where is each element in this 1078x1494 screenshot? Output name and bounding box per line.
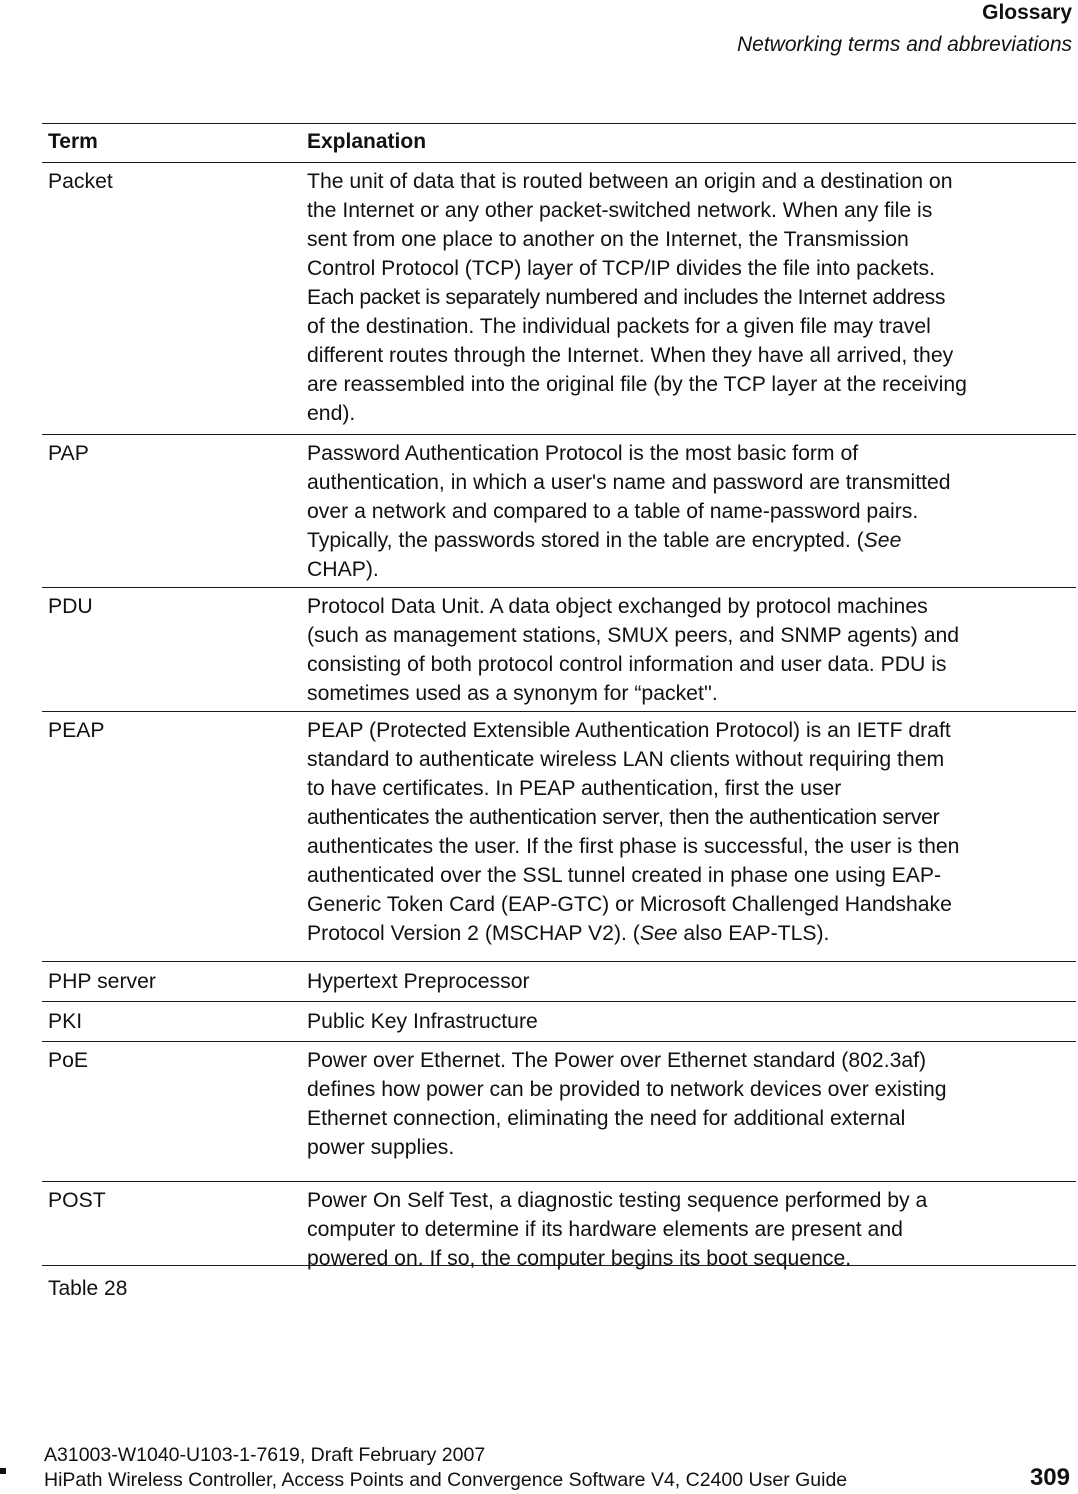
explanation-line: to have certificates. In PEAP authentication, first the user bbox=[307, 777, 842, 800]
term-cell: POST bbox=[48, 1189, 106, 1212]
table-header-row bbox=[42, 123, 1076, 163]
term-cell: PHP server bbox=[48, 970, 156, 993]
explanation-cell bbox=[307, 588, 1076, 711]
column-header-term: Term bbox=[48, 130, 98, 153]
explanation-line: authentication, in which a user's name and password are transmitted bbox=[307, 471, 951, 494]
explanation-text: Typically, the passwords stored in the table are encrypted. ( bbox=[307, 529, 864, 552]
explanation-line: Each packet is separately numbered and includes the Internet address bbox=[307, 286, 946, 309]
term-cell: PDU bbox=[48, 595, 93, 618]
page-edge-marker bbox=[0, 1468, 6, 1474]
explanation-line bbox=[307, 526, 1068, 555]
explanation-line: CHAP). bbox=[307, 558, 379, 581]
explanation-line: end). bbox=[307, 402, 356, 425]
see-reference: See bbox=[863, 529, 902, 552]
explanation-cell bbox=[307, 1042, 1076, 1181]
table-row bbox=[42, 588, 1076, 712]
glossary-table bbox=[42, 123, 1076, 1270]
explanation-line: sent from one place to another on the Internet, the Transmission bbox=[307, 228, 909, 251]
explanation-line: Hypertext Preprocessor bbox=[307, 970, 530, 993]
explanation-line: The unit of data that is routed between an origin and a destination on bbox=[307, 170, 953, 193]
term-cell: PEAP bbox=[48, 719, 105, 742]
running-header-title: Glossary bbox=[982, 1, 1072, 24]
explanation-line: powered on. If so, the computer begins its boot sequence. bbox=[307, 1247, 852, 1270]
explanation-line: Public Key Infrastructure bbox=[307, 1010, 538, 1033]
explanation-line: are reassembled into the original file (by the TCP layer at the receiving bbox=[307, 373, 967, 396]
explanation-line: different routes through the Internet. When they have all arrived, they bbox=[307, 344, 954, 367]
table-row bbox=[42, 163, 1076, 435]
explanation-line: of the destination. The individual packets for a given file may travel bbox=[307, 315, 931, 338]
table-row bbox=[42, 1002, 1076, 1042]
explanation-line: authenticated over the SSL tunnel created in phase one using EAP- bbox=[307, 864, 942, 887]
explanation-line: over a network and compared to a table of name-password pairs. bbox=[307, 500, 919, 523]
page-number: 309 bbox=[1029, 1464, 1070, 1491]
explanation-line: standard to authenticate wireless LAN clients without requiring them bbox=[307, 748, 945, 771]
explanation-line: Control Protocol (TCP) layer of TCP/IP divides the file into packets. bbox=[307, 257, 936, 280]
explanation-line: Generic Token Card (EAP-GTC) or Microsoft Challenged Handshake bbox=[307, 893, 952, 916]
explanation-line: (such as management stations, SMUX peers, and SNMP agents) and bbox=[307, 624, 960, 647]
explanation-line: consisting of both protocol control information and user data. PDU is bbox=[307, 653, 947, 676]
see-reference: See bbox=[639, 922, 678, 945]
footer-doc-id: A31003-W1040-U103-1-7619, Draft February 2007 bbox=[44, 1444, 486, 1466]
table-row bbox=[42, 712, 1076, 962]
footer-guide-title: HiPath Wireless Controller, Access Points and Convergence Software V4, C2400 User Guide bbox=[44, 1469, 848, 1491]
term-cell: PoE bbox=[48, 1049, 89, 1072]
running-header-subtitle: Networking terms and abbreviations bbox=[737, 33, 1072, 56]
table-row bbox=[42, 435, 1076, 588]
explanation-cell bbox=[307, 712, 1076, 961]
explanation-line: Power On Self Test, a diagnostic testing sequence performed by a bbox=[307, 1189, 928, 1212]
term-cell: PAP bbox=[48, 442, 89, 465]
explanation-line: defines how power can be provided to network devices over existing bbox=[307, 1078, 947, 1101]
explanation-line: authenticates the authentication server, then the authentication server bbox=[307, 806, 940, 829]
explanation-text: also EAP-TLS). bbox=[677, 922, 830, 945]
table-caption: Table 28 bbox=[48, 1277, 128, 1300]
table-row bbox=[42, 1182, 1076, 1270]
term-cell: Packet bbox=[48, 170, 113, 193]
explanation-line: sometimes used as a synonym for “packet''. bbox=[307, 682, 718, 705]
explanation-cell bbox=[307, 1182, 1076, 1270]
explanation-line: Protocol Data Unit. A data object exchanged by protocol machines bbox=[307, 595, 928, 618]
explanation-line: computer to determine if its hardware elements are present and bbox=[307, 1218, 903, 1241]
explanation-line: Ethernet connection, eliminating the need for additional external bbox=[307, 1107, 906, 1130]
explanation-line: Power over Ethernet. The Power over Ethernet standard (802.3af) bbox=[307, 1049, 927, 1072]
table-row bbox=[42, 1042, 1076, 1182]
explanation-line: power supplies. bbox=[307, 1136, 455, 1159]
explanation-cell bbox=[307, 962, 1076, 1001]
column-header-explanation: Explanation bbox=[307, 130, 427, 153]
explanation-cell bbox=[307, 1002, 1076, 1041]
explanation-line: the Internet or any other packet-switched network. When any file is bbox=[307, 199, 933, 222]
explanation-line: PEAP (Protected Extensible Authentication Protocol) is an IETF draft bbox=[307, 719, 951, 742]
explanation-text: Protocol Version 2 (MSCHAP V2). ( bbox=[307, 922, 640, 945]
explanation-cell bbox=[307, 163, 1076, 434]
explanation-line: Password Authentication Protocol is the most basic form of bbox=[307, 442, 859, 465]
explanation-cell bbox=[307, 435, 1076, 587]
table-row bbox=[42, 962, 1076, 1002]
term-cell: PKI bbox=[48, 1010, 83, 1033]
explanation-line bbox=[307, 919, 1068, 948]
explanation-line: authenticates the user. If the first phase is successful, the user is then bbox=[307, 835, 960, 858]
